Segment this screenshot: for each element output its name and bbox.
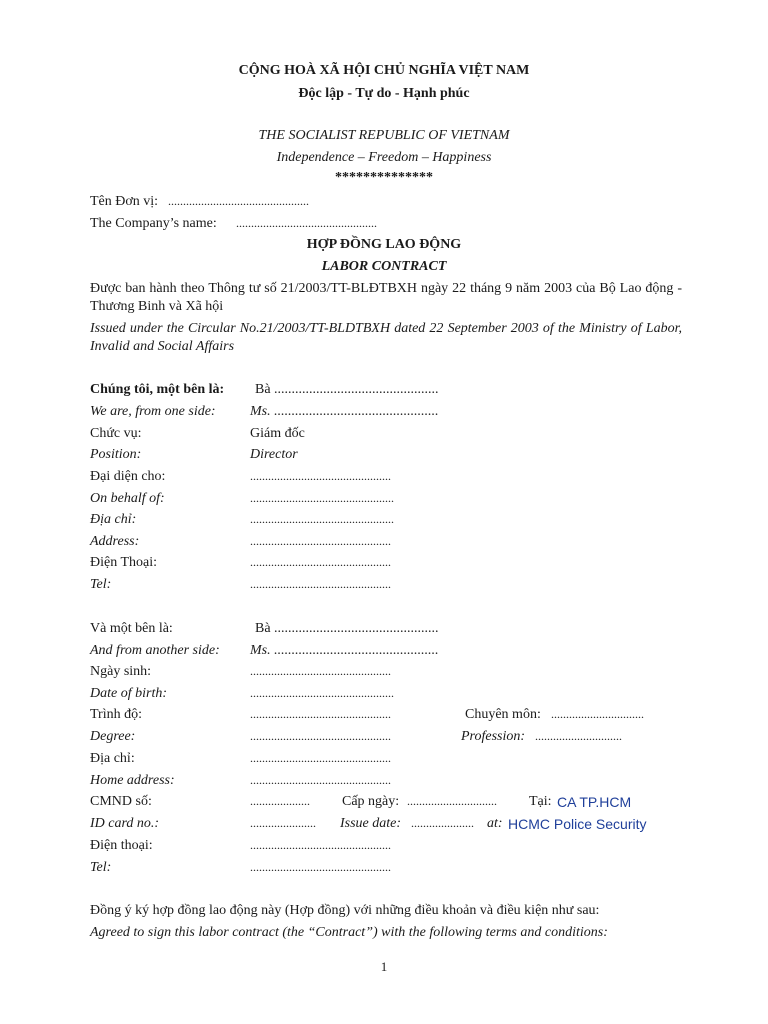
issue-place-value-vn: CA TP.HCM — [557, 794, 632, 810]
issue-date-field-vn[interactable]: .............................. — [407, 794, 497, 808]
dob-field-en[interactable]: ................................................ — [250, 686, 394, 700]
address-field-en[interactable]: ............................................... — [250, 534, 391, 548]
issued-statement-en: Issued under the Circular No.21/2003/TT-BLDTBXH dated 22 September 2003 of the Ministry of Labor, Invalid and Social Affairs — [90, 321, 682, 354]
phone-field-en[interactable]: ............................................... — [250, 577, 391, 591]
phone-field-vn[interactable]: ............................................... — [250, 555, 391, 569]
party2-phone-label-vn: Điện thoại: — [90, 838, 153, 853]
country-name-vn: CỘNG HOÀ XÃ HỘI CHỦ NGHĨA VIỆT NAM — [238, 63, 530, 78]
agreement-text-vn: Đồng ý ký hợp đồng lao động này (Hợp đồng) với những điều khoản và điều kiện như sau: — [90, 903, 600, 918]
dob-field-vn[interactable]: ............................................... — [250, 664, 391, 678]
contract-title-en: LABOR CONTRACT — [321, 259, 447, 274]
degree-label-vn: Trình độ: — [90, 707, 143, 722]
motto-en: Independence – Freedom – Happiness — [276, 150, 492, 165]
party2-phone-field-en[interactable]: ............................................... — [250, 860, 391, 874]
party2-label-en: And from another side: — [90, 643, 220, 658]
profession-label-vn: Chuyên môn: — [465, 707, 541, 722]
address-label-vn: Địa chỉ: — [90, 512, 137, 527]
company-label-vn: Tên Đơn vị: — [90, 194, 159, 209]
home-address-label-en: Home address: — [90, 773, 175, 788]
address-label-en: Address: — [90, 534, 140, 549]
party2-label-vn: Và một bên là: — [90, 621, 173, 636]
company-field-vn[interactable]: ............................................... — [168, 194, 309, 208]
position-label-en: Position: — [90, 447, 142, 462]
dob-label-vn: Ngày sinh: — [90, 664, 152, 679]
id-label-en: ID card no.: — [90, 816, 160, 831]
position-value-vn: Giám đốc — [250, 426, 305, 441]
phone-label-en: Tel: — [90, 577, 112, 592]
company-label-en: The Company’s name: — [90, 216, 217, 231]
page-number: 1 — [380, 959, 388, 974]
position-value-en: Director — [250, 447, 298, 462]
party2-phone-label-en: Tel: — [90, 860, 112, 875]
issued-statement-vn: Được ban hành theo Thông tư số 21/2003/TT-BLĐTBXH ngày 22 tháng 9 năm 2003 của Bộ Lao động - Thương Binh và Xã hội — [90, 281, 682, 314]
address-field-vn[interactable]: ................................................ — [250, 512, 394, 526]
home-address-label-vn: Địa chỉ: — [90, 751, 135, 766]
home-address-field-en[interactable]: ............................................... — [250, 773, 391, 787]
id-field-vn[interactable]: .................... — [250, 794, 310, 808]
home-address-field-vn[interactable]: ............................................... — [250, 751, 391, 765]
stars-divider: ************** — [335, 170, 433, 185]
motto-vn: Độc lập - Tự do - Hạnh phúc — [298, 86, 470, 101]
behalf-label-en: On behalf of: — [90, 491, 165, 506]
id-field-en[interactable]: ...................... — [250, 816, 316, 830]
party1-name-en[interactable]: Ms. ............................................... — [250, 404, 439, 419]
issue-date-label-vn: Cấp ngày: — [342, 794, 400, 809]
profession-field-vn[interactable]: ............................... — [551, 707, 644, 721]
position-label-vn: Chức vụ: — [90, 426, 142, 441]
party1-label-en: We are, from one side: — [90, 404, 216, 419]
issue-place-value-en: HCMC Police Security — [508, 816, 647, 832]
country-name-en: THE SOCIALIST REPUBLIC OF VIETNAM — [258, 128, 510, 143]
id-label-vn: CMND số: — [90, 794, 152, 809]
phone-label-vn: Điện Thoại: — [90, 555, 158, 570]
company-field-en[interactable]: ............................................... — [236, 216, 377, 230]
behalf-label-vn: Đại diện cho: — [90, 469, 166, 484]
issue-date-field-en[interactable]: ..................... — [411, 816, 474, 830]
issue-place-label-vn: Tại: — [529, 794, 552, 809]
party2-name-en[interactable]: Ms. ............................................... — [250, 643, 439, 658]
contract-title-vn: HỢP ĐỒNG LAO ĐỘNG — [306, 237, 462, 252]
dob-label-en: Date of birth: — [90, 686, 167, 701]
party2-phone-field-vn[interactable]: ............................................... — [250, 838, 391, 852]
degree-field-en[interactable]: ............................................... — [250, 729, 391, 743]
party2-name-vn[interactable]: Bà ............................................... — [255, 621, 439, 636]
profession-label-en: Profession: — [461, 729, 526, 744]
agreement-text-en: Agreed to sign this labor contract (the “Contract”) with the following terms and conditions: — [90, 925, 608, 940]
issue-date-label-en: Issue date: — [340, 816, 402, 831]
profession-field-en[interactable]: ............................. — [535, 729, 622, 743]
issue-place-label-en: at: — [487, 816, 503, 831]
behalf-field-vn[interactable]: ............................................... — [250, 469, 391, 483]
degree-field-vn[interactable]: ............................................... — [250, 707, 391, 721]
party1-name-vn[interactable]: Bà ............................................... — [255, 382, 439, 397]
behalf-field-en[interactable]: ................................................ — [250, 491, 394, 505]
party1-label-vn: Chúng tôi, một bên là: — [90, 382, 225, 397]
degree-label-en: Degree: — [90, 729, 136, 744]
